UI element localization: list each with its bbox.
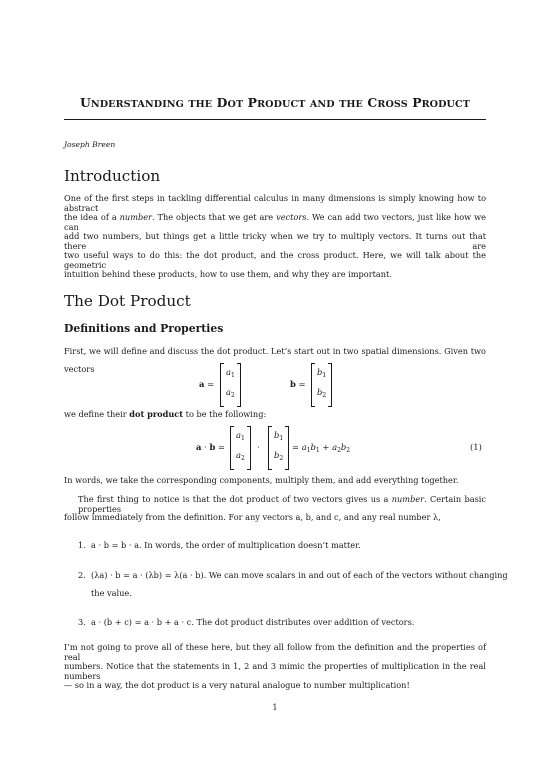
dot-para1-line1: First, we will define and discuss the dot product. Let’s start out in two spatial dimensions. Given two [64,346,486,356]
dot-para3: In words, we take the corresponding components, multiply them, and add everything together. [64,475,459,485]
paper-title: UNDERSTANDING THE DOT PRODUCT AND THE CROSS PRODUCT [79,95,471,110]
author-name: Joseph Breen [64,140,116,149]
subsection-heading-definitions: Definitions and Properties [64,322,224,335]
intro-line-3: add two numbers, but things get a little tricky when we try to multiply vectors. It turns out that there are [64,231,486,251]
dot-para5-line3: — so in a way, the dot product is a very natural analogue to number multiplication! [64,680,410,690]
dot-para2: we define their dot product to be the following: [64,409,267,419]
document-page: UNDERSTANDING THE DOT PRODUCT AND THE CROSS PRODUCT Joseph Breen Introduction One of the first steps in tackling differential calculus in many dimensions is simply knowing how to abstract the idea of a number. The objects that we get are vectors. We can add two vectors, just like how we can add two numbers, but things get a little tricky when we try to multiply vectors. It turns out that there are two useful ways to do this: the dot product, and the cross product. Here, we will talk about the geometric intuition behind these products, how to use them, and why they are important. The Dot Product Definitions and Properties First, we will define and discuss the dot product. Let’s start out in two spatial dimensions. Given two vectors a = $a_1$ $a_2$ b = $b_1$ $b_2$ we define their dot product to be the following: a · b = $a_1$ $a_2$ · $b_1$ $b_2$ = $a_1b_1 + a_2b_2$ (1) In words, we take the corresponding components, multiply them, and add everything together. The first thing to notice is that the dot product of two vectors gives us a number. Certain basic properties follow immediately from the definition. For any vectors a, b, and c, and any real number λ, 1. a · b = b · a. In words, the order of multiplication doesn’t matter. 2. (λa) · b = a · (λb) = λ(a · b). We can move scalars in and out of each of the vectors without changing the value. 3. a · (b + c) = a · b + a · c. The dot product distributes over addition of vectors. I’m not going to prove all of these here, but they all follow from the definition and the properties of real numbers. Notice that the statements in 1, 2 and 3 mimic the properties of multiplication in the real numbers — so in a way, the dot product is a very natural analogue to number multiplication! 1 [0,0,550,777]
property-item-1: 1. a · b = b · a. In words, the order of multiplication doesn’t matter. [78,540,361,550]
property-item-3: 3. a · (b + c) = a · b + a · c. The dot product distributes over addition of vectors. [78,617,415,627]
property-item-2: 2. (λa) · b = a · (λb) = λ(a · b). We can move scalars in and out of each of the vectors without changing [78,570,508,580]
dot-para5-line1: I’m not going to prove all of these here, but they all follow from the definition and the properties of real [64,642,486,662]
dot-para4-line2: follow immediately from the definition. For any vectors a, b, and c, and any real number λ, [64,512,441,522]
intro-line-4: two useful ways to do this: the dot product, and the cross product. Here, we will talk about the geometric [64,250,486,270]
section-heading-dot-product: The Dot Product [64,292,191,310]
dot-para1-line2: vectors [64,364,95,374]
dot-para5-line2: numbers. Notice that the statements in 1, 2 and 3 mimic the properties of multiplication in the real numbers [64,661,486,681]
equation-number: (1) [470,442,482,452]
intro-line-2: the idea of a number. The objects that we get are vectors. We can add two vectors, just like how we can [64,212,487,232]
page-number: 1 [272,702,278,712]
dot-para4-line1: The first thing to notice is that the dot product of two vectors gives us a number. Certain basic properties [78,494,486,514]
title-rule [64,119,486,120]
intro-line-5: intuition behind these products, how to use them, and why they are important. [64,269,392,279]
property-item-2-continued: the value. [91,588,132,598]
intro-line-1: One of the first steps in tackling differential calculus in many dimensions is simply knowing how to abstract [64,193,486,213]
section-heading-introduction: Introduction [64,167,161,185]
